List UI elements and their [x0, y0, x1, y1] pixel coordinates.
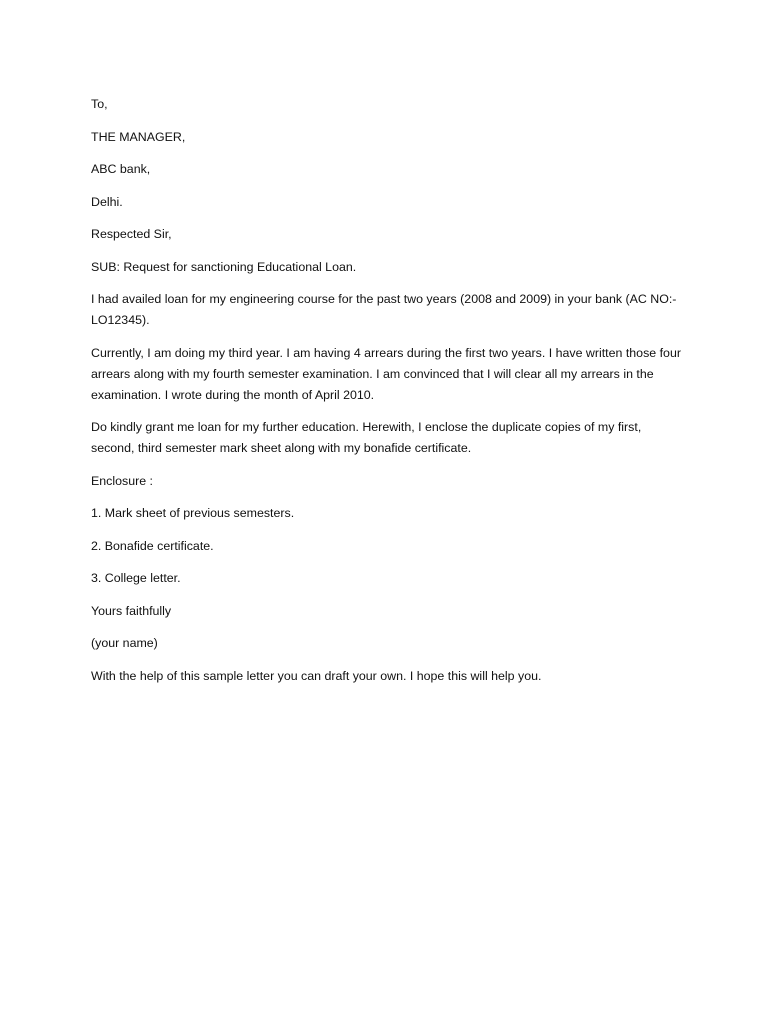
bank-name: ABC bank, [91, 162, 151, 176]
enclosure-item: 3. College letter. [91, 571, 181, 585]
footer-note: With the help of this sample letter you can draft your own. I hope this will help you. [91, 668, 542, 683]
enclosure-item: 1. Mark sheet of previous semesters. [91, 506, 295, 520]
greeting: Respected Sir, [91, 227, 172, 241]
recipient-title: THE MANAGER, [91, 129, 186, 144]
paragraph-request: Do kindly grant me loan for my further education. Herewith, I enclose the duplicate copies of my first, second, third semester mark sheet along with my bonafide certificate. [91, 420, 642, 455]
city: Delhi. [91, 194, 123, 209]
letter-body [91, 94, 681, 698]
salutation-to: To, [91, 97, 108, 111]
enclosure-heading: Enclosure : [91, 473, 153, 488]
subject-line: SUB: Request for sanctioning Educational Loan. [91, 259, 357, 274]
paragraph-loan-history: I had availed loan for my engineering course for the past two years (2008 and 2009) in your bank (AC NO:-LO12345). [91, 292, 677, 327]
paragraph-current-status: Currently, I am doing my third year. I am having 4 arrears during the first two years. I have written those four arrears along with my fourth semester examination. I am convinced that I will clear all my arrears in the examination. I wrote during the month of April 2010. [91, 345, 681, 402]
enclosure-item: 2. Bonafide certificate. [91, 538, 214, 553]
signature-placeholder: (your name) [91, 636, 158, 650]
closing: Yours faithfully [91, 603, 172, 618]
